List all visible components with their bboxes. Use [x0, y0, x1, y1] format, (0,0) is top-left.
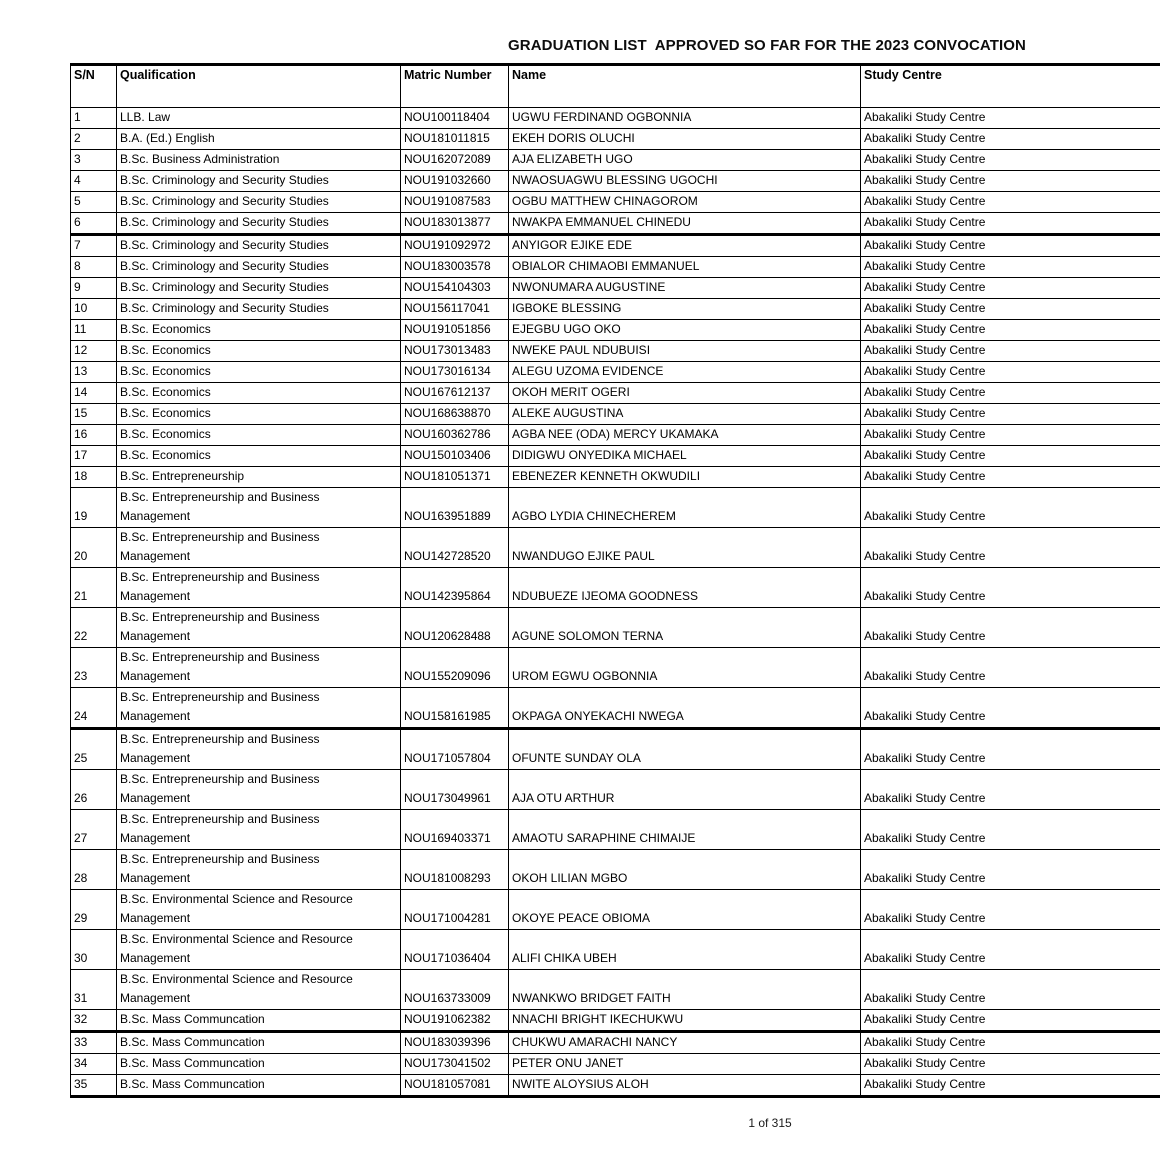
cell-sn: 23 [71, 648, 117, 688]
table-row [71, 528, 1160, 568]
cell-matric-number: NOU191092972 [401, 235, 509, 257]
cell-qualification: B.Sc. Criminology and Security Studies [117, 257, 401, 278]
table-row [71, 278, 1160, 299]
cell-sn: 33 [71, 1032, 117, 1054]
table-row [71, 257, 1160, 278]
cell-matric-number: NOU181051371 [401, 467, 509, 488]
cell-study-centre: Abakaliki Study Centre [861, 446, 1160, 467]
cell-qualification: B.Sc. Environmental Science and Resource Management [117, 930, 401, 970]
cell-name: NWONUMARA AUGUSTINE [509, 278, 861, 299]
cell-name: AGBA NEE (ODA) MERCY UKAMAKA [509, 425, 861, 446]
cell-matric-number: NOU169403371 [401, 810, 509, 850]
table-row [71, 729, 1160, 770]
cell-matric-number: NOU173016134 [401, 362, 509, 383]
cell-study-centre: Abakaliki Study Centre [861, 383, 1160, 404]
cell-matric-number: NOU160362786 [401, 425, 509, 446]
cell-study-centre: Abakaliki Study Centre [861, 930, 1160, 970]
cell-name: UROM EGWU OGBONNIA [509, 648, 861, 688]
table-row [71, 213, 1160, 235]
cell-name: NWITE ALOYSIUS ALOH [509, 1075, 861, 1097]
cell-study-centre: Abakaliki Study Centre [861, 608, 1160, 648]
cell-matric-number: NOU181057081 [401, 1075, 509, 1097]
cell-sn: 11 [71, 320, 117, 341]
cell-matric-number: NOU181011815 [401, 129, 509, 150]
cell-matric-number: NOU155209096 [401, 648, 509, 688]
table-row [71, 192, 1160, 213]
cell-sn: 10 [71, 299, 117, 320]
cell-name: UGWU FERDINAND OGBONNIA [509, 108, 861, 129]
cell-sn: 20 [71, 528, 117, 568]
cell-matric-number: NOU100118404 [401, 108, 509, 129]
cell-qualification: B.Sc. Mass Communcation [117, 1032, 401, 1054]
cell-sn: 19 [71, 488, 117, 528]
cell-name: NDUBUEZE IJEOMA GOODNESS [509, 568, 861, 608]
cell-matric-number: NOU191087583 [401, 192, 509, 213]
table-row [71, 108, 1160, 129]
cell-name: OFUNTE SUNDAY OLA [509, 729, 861, 770]
cell-study-centre: Abakaliki Study Centre [861, 425, 1160, 446]
cell-name: NWAOSUAGWU BLESSING UGOCHI [509, 171, 861, 192]
cell-qualification: B.Sc. Mass Communcation [117, 1010, 401, 1032]
cell-sn: 31 [71, 970, 117, 1010]
table-row [71, 488, 1160, 528]
cell-sn: 15 [71, 404, 117, 425]
cell-qualification: LLB. Law [117, 108, 401, 129]
cell-name: OKOH LILIAN MGBO [509, 850, 861, 890]
cell-sn: 18 [71, 467, 117, 488]
column-header-qualification: Qualification [117, 65, 401, 108]
cell-matric-number: NOU163951889 [401, 488, 509, 528]
cell-name: EKEH DORIS OLUCHI [509, 129, 861, 150]
column-header-matric-number: Matric Number [401, 65, 509, 108]
cell-matric-number: NOU156117041 [401, 299, 509, 320]
cell-qualification: B.Sc. Economics [117, 446, 401, 467]
table-row [71, 171, 1160, 192]
cell-name: CHUKWU AMARACHI NANCY [509, 1032, 861, 1054]
table-row [71, 770, 1160, 810]
cell-study-centre: Abakaliki Study Centre [861, 770, 1160, 810]
table-row [71, 150, 1160, 171]
cell-name: NWANKWO BRIDGET FAITH [509, 970, 861, 1010]
cell-qualification: B.Sc. Environmental Science and Resource Management [117, 970, 401, 1010]
table-row [71, 1054, 1160, 1075]
cell-name: OKPAGA ONYEKACHI NWEGA [509, 688, 861, 729]
cell-study-centre: Abakaliki Study Centre [861, 150, 1160, 171]
page-title: GRADUATION LIST APPROVED SO FAR FOR THE 2023 CONVOCATION [508, 37, 1026, 54]
cell-matric-number: NOU173049961 [401, 770, 509, 810]
cell-matric-number: NOU168638870 [401, 404, 509, 425]
cell-qualification: B.Sc. Entrepreneurship and Business Management [117, 729, 401, 770]
cell-qualification: B.Sc. Economics [117, 362, 401, 383]
cell-qualification: B.Sc. Criminology and Security Studies [117, 192, 401, 213]
cell-sn: 3 [71, 150, 117, 171]
cell-qualification: B.Sc. Criminology and Security Studies [117, 171, 401, 192]
cell-sn: 5 [71, 192, 117, 213]
cell-qualification: B.Sc. Entrepreneurship and Business Management [117, 568, 401, 608]
cell-sn: 7 [71, 235, 117, 257]
cell-sn: 35 [71, 1075, 117, 1097]
cell-qualification: B.Sc. Criminology and Security Studies [117, 213, 401, 235]
cell-study-centre: Abakaliki Study Centre [861, 1010, 1160, 1032]
cell-matric-number: NOU183003578 [401, 257, 509, 278]
cell-study-centre: Abakaliki Study Centre [861, 850, 1160, 890]
cell-qualification: B.Sc. Entrepreneurship and Business Management [117, 608, 401, 648]
cell-qualification: B.Sc. Entrepreneurship and Business Management [117, 688, 401, 729]
table-row [71, 608, 1160, 648]
cell-study-centre: Abakaliki Study Centre [861, 568, 1160, 608]
table-row [71, 1010, 1160, 1032]
cell-sn: 28 [71, 850, 117, 890]
cell-study-centre: Abakaliki Study Centre [861, 213, 1160, 235]
cell-sn: 32 [71, 1010, 117, 1032]
cell-study-centre: Abakaliki Study Centre [861, 528, 1160, 568]
table-row [71, 383, 1160, 404]
table-row [71, 930, 1160, 970]
cell-name: NWEKE PAUL NDUBUISI [509, 341, 861, 362]
cell-study-centre: Abakaliki Study Centre [861, 192, 1160, 213]
table-row [71, 341, 1160, 362]
cell-qualification: B.Sc. Entrepreneurship and Business Management [117, 810, 401, 850]
cell-matric-number: NOU173013483 [401, 341, 509, 362]
cell-matric-number: NOU171036404 [401, 930, 509, 970]
cell-sn: 13 [71, 362, 117, 383]
cell-sn: 2 [71, 129, 117, 150]
cell-study-centre: Abakaliki Study Centre [861, 488, 1160, 528]
cell-name: EJEGBU UGO OKO [509, 320, 861, 341]
table-row [71, 810, 1160, 850]
cell-study-centre: Abakaliki Study Centre [861, 362, 1160, 383]
cell-qualification: B.Sc. Mass Communcation [117, 1054, 401, 1075]
table-row [71, 1075, 1160, 1097]
table-row [71, 850, 1160, 890]
table-row [71, 446, 1160, 467]
cell-qualification: B.Sc. Economics [117, 341, 401, 362]
cell-study-centre: Abakaliki Study Centre [861, 108, 1160, 129]
cell-study-centre: Abakaliki Study Centre [861, 890, 1160, 930]
cell-matric-number: NOU183039396 [401, 1032, 509, 1054]
cell-name: IGBOKE BLESSING [509, 299, 861, 320]
cell-study-centre: Abakaliki Study Centre [861, 648, 1160, 688]
table-row [71, 235, 1160, 257]
cell-sn: 27 [71, 810, 117, 850]
cell-name: ALEKE AUGUSTINA [509, 404, 861, 425]
cell-name: DIDIGWU ONYEDIKA MICHAEL [509, 446, 861, 467]
cell-matric-number: NOU183013877 [401, 213, 509, 235]
table-row [71, 129, 1160, 150]
cell-sn: 6 [71, 213, 117, 235]
cell-study-centre: Abakaliki Study Centre [861, 257, 1160, 278]
cell-study-centre: Abakaliki Study Centre [861, 970, 1160, 1010]
table-row [71, 425, 1160, 446]
cell-study-centre: Abakaliki Study Centre [861, 278, 1160, 299]
column-header-sn: S/N [71, 65, 117, 108]
cell-sn: 1 [71, 108, 117, 129]
cell-name: AGUNE SOLOMON TERNA [509, 608, 861, 648]
cell-matric-number: NOU142728520 [401, 528, 509, 568]
cell-matric-number: NOU158161985 [401, 688, 509, 729]
cell-matric-number: NOU191062382 [401, 1010, 509, 1032]
cell-study-centre: Abakaliki Study Centre [861, 129, 1160, 150]
cell-matric-number: NOU171057804 [401, 729, 509, 770]
cell-qualification: B.Sc. Economics [117, 383, 401, 404]
cell-name: AJA OTU ARTHUR [509, 770, 861, 810]
cell-sn: 4 [71, 171, 117, 192]
cell-sn: 26 [71, 770, 117, 810]
cell-matric-number: NOU191051856 [401, 320, 509, 341]
cell-name: EBENEZER KENNETH OKWUDILI [509, 467, 861, 488]
cell-qualification: B.Sc. Economics [117, 404, 401, 425]
cell-matric-number: NOU171004281 [401, 890, 509, 930]
cell-name: NWAKPA EMMANUEL CHINEDU [509, 213, 861, 235]
cell-qualification: B.Sc. Entrepreneurship and Business Management [117, 528, 401, 568]
cell-sn: 17 [71, 446, 117, 467]
cell-name: NWANDUGO EJIKE PAUL [509, 528, 861, 568]
cell-study-centre: Abakaliki Study Centre [861, 320, 1160, 341]
cell-qualification: B.Sc. Entrepreneurship [117, 467, 401, 488]
cell-matric-number: NOU167612137 [401, 383, 509, 404]
cell-qualification: B.Sc. Business Administration [117, 150, 401, 171]
cell-name: AMAOTU SARAPHINE CHIMAIJE [509, 810, 861, 850]
cell-name: AGBO LYDIA CHINECHEREM [509, 488, 861, 528]
cell-matric-number: NOU163733009 [401, 970, 509, 1010]
cell-name: PETER ONU JANET [509, 1054, 861, 1075]
cell-qualification: B.Sc. Environmental Science and Resource Management [117, 890, 401, 930]
cell-matric-number: NOU173041502 [401, 1054, 509, 1075]
cell-name: OGBU MATTHEW CHINAGOROM [509, 192, 861, 213]
cell-study-centre: Abakaliki Study Centre [861, 341, 1160, 362]
cell-sn: 30 [71, 930, 117, 970]
cell-qualification: B.Sc. Economics [117, 425, 401, 446]
cell-study-centre: Abakaliki Study Centre [861, 404, 1160, 425]
cell-matric-number: NOU142395864 [401, 568, 509, 608]
table-body [71, 108, 1160, 1097]
cell-name: OBIALOR CHIMAOBI EMMANUEL [509, 257, 861, 278]
cell-sn: 9 [71, 278, 117, 299]
cell-qualification: B.Sc. Entrepreneurship and Business Management [117, 770, 401, 810]
cell-sn: 29 [71, 890, 117, 930]
cell-study-centre: Abakaliki Study Centre [861, 810, 1160, 850]
cell-qualification: B.Sc. Criminology and Security Studies [117, 278, 401, 299]
cell-study-centre: Abakaliki Study Centre [861, 171, 1160, 192]
page-number: 1 of 315 [748, 1116, 792, 1130]
cell-sn: 8 [71, 257, 117, 278]
graduation-list-table [70, 63, 1160, 1098]
cell-study-centre: Abakaliki Study Centre [861, 729, 1160, 770]
cell-qualification: B.Sc. Entrepreneurship and Business Management [117, 648, 401, 688]
cell-qualification: B.Sc. Economics [117, 320, 401, 341]
cell-study-centre: Abakaliki Study Centre [861, 1075, 1160, 1097]
cell-name: ALEGU UZOMA EVIDENCE [509, 362, 861, 383]
cell-sn: 34 [71, 1054, 117, 1075]
cell-study-centre: Abakaliki Study Centre [861, 299, 1160, 320]
cell-qualification: B.Sc. Entrepreneurship and Business Management [117, 488, 401, 528]
cell-name: AJA ELIZABETH UGO [509, 150, 861, 171]
cell-study-centre: Abakaliki Study Centre [861, 688, 1160, 729]
table-row [71, 404, 1160, 425]
cell-matric-number: NOU150103406 [401, 446, 509, 467]
column-header-name: Name [509, 65, 861, 108]
cell-sn: 21 [71, 568, 117, 608]
cell-sn: 12 [71, 341, 117, 362]
column-header-study-centre: Study Centre [861, 65, 1160, 108]
cell-study-centre: Abakaliki Study Centre [861, 235, 1160, 257]
cell-sn: 22 [71, 608, 117, 648]
table-row [71, 568, 1160, 608]
cell-sn: 16 [71, 425, 117, 446]
cell-qualification: B.Sc. Criminology and Security Studies [117, 299, 401, 320]
cell-matric-number: NOU120628488 [401, 608, 509, 648]
cell-study-centre: Abakaliki Study Centre [861, 1032, 1160, 1054]
cell-study-centre: Abakaliki Study Centre [861, 467, 1160, 488]
table-row [71, 299, 1160, 320]
cell-sn: 24 [71, 688, 117, 729]
cell-name: ANYIGOR EJIKE EDE [509, 235, 861, 257]
cell-matric-number: NOU154104303 [401, 278, 509, 299]
table-row [71, 890, 1160, 930]
table-header [71, 65, 1160, 108]
table-row [71, 320, 1160, 341]
cell-qualification: B.Sc. Mass Communcation [117, 1075, 401, 1097]
cell-sn: 25 [71, 729, 117, 770]
table-row [71, 970, 1160, 1010]
cell-matric-number: NOU162072089 [401, 150, 509, 171]
table-row [71, 362, 1160, 383]
header-row [71, 65, 1160, 108]
cell-name: ALIFI CHIKA UBEH [509, 930, 861, 970]
table-row [71, 648, 1160, 688]
table-row [71, 688, 1160, 729]
cell-qualification: B.Sc. Entrepreneurship and Business Management [117, 850, 401, 890]
cell-matric-number: NOU191032660 [401, 171, 509, 192]
cell-matric-number: NOU181008293 [401, 850, 509, 890]
cell-qualification: B.Sc. Criminology and Security Studies [117, 235, 401, 257]
cell-qualification: B.A. (Ed.) English [117, 129, 401, 150]
table-row [71, 467, 1160, 488]
table-row [71, 1032, 1160, 1054]
cell-study-centre: Abakaliki Study Centre [861, 1054, 1160, 1075]
cell-sn: 14 [71, 383, 117, 404]
cell-name: NNACHI BRIGHT IKECHUKWU [509, 1010, 861, 1032]
cell-name: OKOH MERIT OGERI [509, 383, 861, 404]
cell-name: OKOYE PEACE OBIOMA [509, 890, 861, 930]
